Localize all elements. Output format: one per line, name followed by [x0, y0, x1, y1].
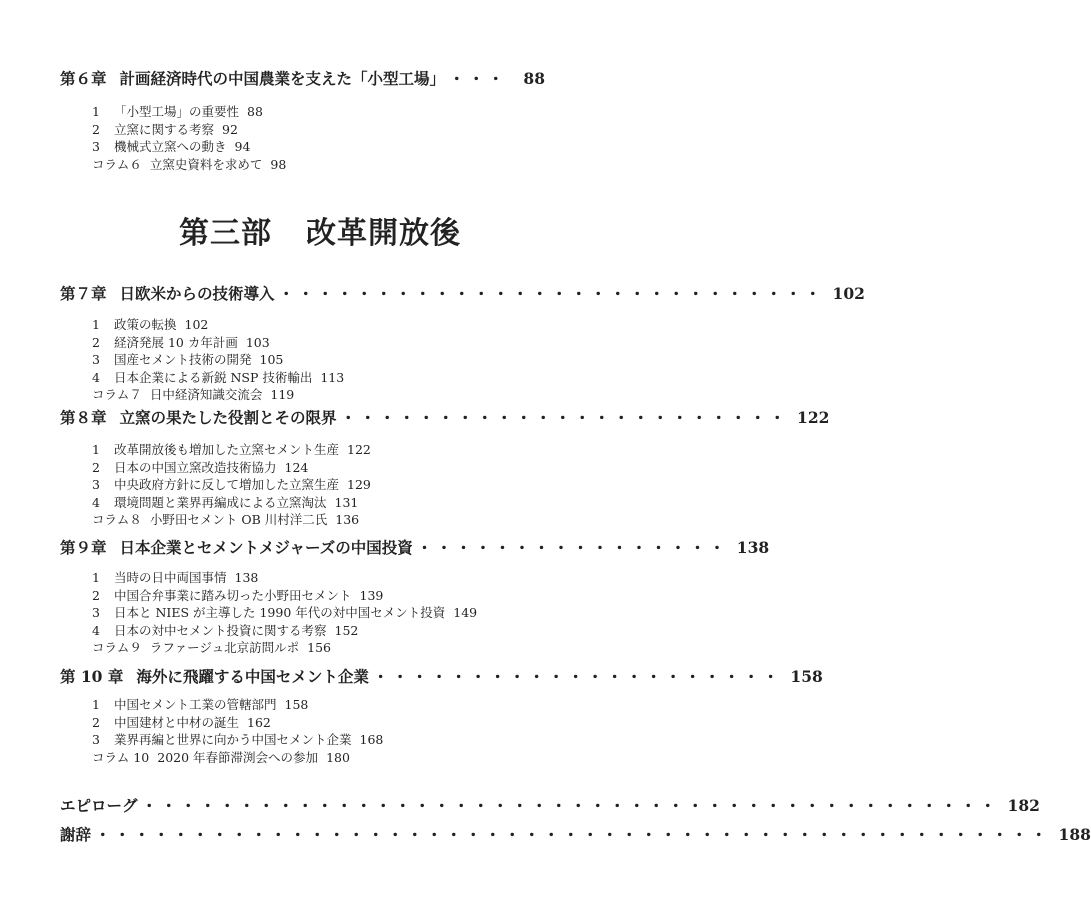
section-number: 2 — [92, 334, 100, 350]
column-number: コラム８ — [92, 512, 142, 527]
chapter-page: 88 — [523, 69, 545, 88]
section-title: 改革開放後も増加した立窯セメント生産 — [114, 442, 340, 457]
section-title: 当時の日中両国事情 — [114, 570, 227, 585]
section-title: 業界再編と世界に向かう中国セメント企業 — [114, 732, 352, 747]
column-number: コラム 10 — [92, 749, 150, 765]
section-title: 中国セメント工業の管轄部門 — [114, 697, 277, 712]
section-title: 中国建材と中材の誕生 — [114, 714, 240, 730]
section-number: 1 — [92, 442, 100, 457]
section-number: 3 — [92, 605, 100, 620]
chapter-page: 122 — [797, 408, 830, 427]
column-number: コラム６ — [92, 156, 142, 172]
part-name: 改革開放後 — [306, 216, 461, 251]
column-page: 136 — [335, 512, 360, 527]
section-item — [92, 334, 344, 352]
chapter-title: 日欧米からの技術導入 — [119, 284, 275, 303]
section-title: 日本と NIES が主導した 1990 年代の対中国セメント投資 — [114, 605, 446, 620]
section-number: 1 — [92, 317, 100, 332]
section-item — [92, 121, 286, 139]
chapter-8-sections — [92, 441, 371, 529]
section-page: 162 — [247, 714, 271, 730]
section-title: 経済発展 10 カ年計画 — [114, 334, 238, 350]
section-item — [92, 103, 286, 121]
section-number: 3 — [92, 352, 100, 367]
part-label: 第三部 — [179, 216, 272, 251]
chapter-number: 第 10 章 — [60, 667, 124, 686]
section-page: 88 — [247, 104, 263, 119]
section-title: 中国合弁事業に踏み切った小野田セメント — [114, 587, 352, 603]
section-page: 149 — [453, 605, 478, 620]
column-item — [92, 386, 344, 404]
section-item — [92, 494, 371, 512]
column-page: 119 — [270, 387, 295, 402]
dot-leader: ・・・・・・・・・・・・・・・・・・・・・・・・・・・・・・・・・・・・・・・・・・・・ — [141, 796, 1000, 815]
section-title: 立窯に関する考察 — [114, 121, 215, 137]
section-item — [92, 604, 477, 622]
chapter-number: 第８章 — [60, 408, 107, 427]
epilogue-entry — [60, 794, 1040, 816]
section-item — [92, 369, 344, 387]
section-page: 102 — [184, 317, 209, 332]
column-number: コラム７ — [92, 387, 142, 402]
dot-leader: ・・・・・・・・・・・・・・・・・・・・・・・・・・・・ — [278, 284, 825, 303]
section-title: 政策の転換 — [114, 317, 177, 332]
section-number: 2 — [92, 459, 100, 475]
section-page: 103 — [245, 334, 270, 350]
section-title: 「小型工場」の重要性 — [114, 104, 240, 119]
section-page: 138 — [234, 570, 259, 585]
section-page: 131 — [334, 494, 359, 510]
chapter-7-heading — [60, 282, 865, 304]
chapter-6-sections — [92, 103, 286, 173]
acknowledgements-page: 188 — [1058, 825, 1091, 844]
section-item — [92, 714, 383, 732]
chapter-page: 158 — [790, 667, 823, 686]
section-title: 日本の中国立窯改造技術協力 — [114, 459, 277, 475]
section-number: 4 — [92, 494, 100, 510]
chapter-title: 海外に飛躍する中国セメント企業 — [136, 667, 369, 686]
chapter-number: 第７章 — [60, 284, 107, 303]
section-item — [92, 476, 371, 494]
section-number: 2 — [92, 587, 100, 603]
section-number: 2 — [92, 714, 100, 730]
column-page: 156 — [307, 640, 332, 655]
column-page: 98 — [270, 156, 287, 172]
chapter-8-heading — [60, 406, 830, 428]
column-number: コラム９ — [92, 640, 142, 655]
dot-leader: ・・・・・・・・・・・・・・・・ — [416, 538, 729, 557]
section-item — [92, 587, 477, 605]
dot-leader: ・・・・・・・・・・・・・・・・・・・・・ — [372, 667, 783, 686]
chapter-title: 日本企業とセメントメジャーズの中国投資 — [119, 538, 413, 557]
section-item — [92, 138, 286, 156]
chapter-page: 102 — [832, 284, 865, 303]
section-title: 中央政府方針に反して増加した立窯生産 — [114, 477, 340, 492]
column-title: ラファージュ北京訪問ルポ — [149, 640, 300, 655]
section-page: 139 — [359, 587, 384, 603]
section-page: 105 — [259, 352, 284, 367]
column-title: 立窯史資料を求めて — [149, 156, 263, 172]
section-page: 158 — [284, 697, 309, 712]
section-title: 機械式立窯への動き — [114, 139, 227, 154]
epilogue-title: エピローグ — [60, 796, 138, 815]
section-item — [92, 622, 477, 640]
epilogue-page: 182 — [1007, 796, 1040, 815]
section-page: 168 — [359, 732, 384, 747]
chapter-page: 138 — [736, 538, 770, 557]
section-item — [92, 351, 344, 369]
part-title — [0, 208, 640, 252]
column-title: 小野田セメント OB 川村洋二氏 — [149, 512, 328, 527]
section-number: 3 — [92, 139, 100, 154]
chapter-7-sections — [92, 316, 344, 404]
section-item — [92, 731, 383, 749]
dot-leader: ・・・・・・・・・・・・・・・・・・・・・・・・・・・・・・・・・・・・・・・・・・・・・・・・・ — [95, 825, 1051, 844]
chapter-title: 立窯の果たした役割とその限界 — [119, 408, 337, 427]
section-title: 環境問題と業界再編成による立窯淘汰 — [114, 494, 327, 510]
section-item — [92, 441, 371, 459]
chapter-number: 第６章 — [60, 69, 107, 88]
column-item — [92, 639, 477, 657]
section-page: 94 — [234, 139, 251, 154]
section-number: 1 — [92, 570, 100, 585]
chapter-10-heading — [60, 665, 823, 687]
section-title: 日本企業による新鋭 NSP 技術輸出 — [114, 369, 313, 385]
column-item — [92, 749, 383, 767]
section-number: 1 — [92, 104, 100, 119]
dot-leader: ・・・ — [449, 69, 508, 88]
column-title: 2020 年春節滞渕会への参加 — [157, 749, 319, 765]
chapter-10-sections — [92, 696, 383, 766]
section-number: 2 — [92, 121, 100, 137]
section-number: 4 — [92, 369, 100, 385]
section-number: 3 — [92, 477, 100, 492]
section-page: 122 — [347, 442, 371, 457]
section-number: 3 — [92, 732, 100, 747]
column-item — [92, 156, 286, 174]
column-page: 180 — [326, 749, 350, 765]
section-page: 92 — [222, 121, 238, 137]
section-page: 124 — [284, 459, 309, 475]
section-item — [92, 459, 371, 477]
chapter-9-sections — [92, 569, 477, 657]
chapter-number: 第９章 — [60, 538, 107, 557]
section-item — [92, 316, 344, 334]
section-title: 日本の対中セメント投資に関する考察 — [114, 622, 327, 638]
acknowledgements-entry — [60, 823, 1091, 845]
dot-leader: ・・・・・・・・・・・・・・・・・・・・・・・ — [340, 408, 790, 427]
column-item — [92, 511, 371, 529]
section-item — [92, 569, 477, 587]
chapter-title: 計画経済時代の中国農業を支えた「小型工場」 — [119, 69, 446, 88]
section-number: 4 — [92, 622, 100, 638]
section-page: 129 — [347, 477, 371, 492]
chapter-9-heading — [60, 536, 770, 558]
section-item — [92, 696, 383, 714]
section-number: 1 — [92, 697, 100, 712]
section-page: 152 — [334, 622, 359, 638]
section-title: 国産セメント技術の開発 — [114, 352, 252, 367]
chapter-6-heading — [60, 67, 545, 89]
section-page: 113 — [320, 369, 345, 385]
acknowledgements-title: 謝辞 — [60, 825, 92, 844]
column-title: 日中経済知識交流会 — [149, 387, 263, 402]
